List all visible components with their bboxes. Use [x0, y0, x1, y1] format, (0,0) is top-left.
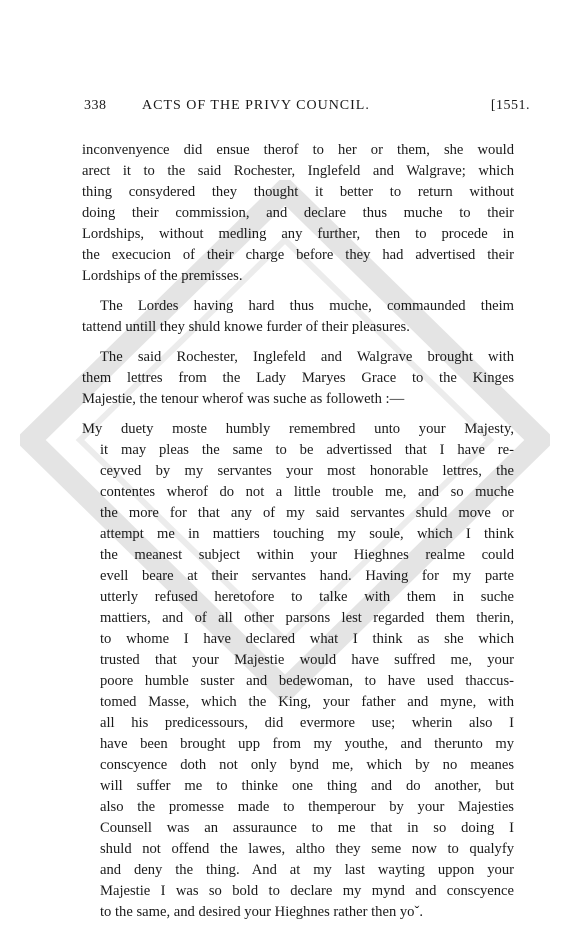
- text-line: the more for that any of my said servantes shuld move or: [100, 505, 514, 521]
- text-line: all his predicessours, did evermore use; wherin also I: [100, 715, 514, 731]
- text-line: Lordships, without medling any further, then to procede in: [82, 226, 514, 242]
- text-line: The said Rochester, Inglefeld and Walgrave brought with: [100, 349, 514, 365]
- text-line: conscyence doth not only bynd me, which by no meanes: [100, 757, 514, 773]
- text-line: also the promesse made to themperour by your Majesties: [100, 799, 514, 815]
- running-header: [84, 98, 530, 118]
- year-marker: [1551.: [490, 98, 530, 113]
- text-line: the execucion of their charge before they had advertised their: [82, 247, 514, 263]
- text-line: tattend untill they shuld knowe furder of their pleasures.: [82, 319, 410, 335]
- text-line: it may pleas the same to be advertissed that I have re-: [100, 442, 514, 458]
- text-line: the meanest subject within your Hieghnes realme could: [100, 547, 514, 563]
- running-title: ACTS OF THE PRIVY COUNCIL.: [142, 98, 370, 113]
- text-line: ceyved by my servantes your most honorable lettres, the: [100, 463, 514, 479]
- text-line: inconvenyence did ensue therof to her or them, she would: [82, 142, 514, 158]
- text-line: My duety moste humbly remembred unto your Majesty,: [82, 421, 514, 437]
- text-line: tomed Masse, which the King, your father and myne, with: [100, 694, 514, 710]
- text-line: The Lordes having hard thus muche, commaunded theim: [100, 298, 514, 314]
- text-line: thing consydered they thought it better to return without: [82, 184, 514, 200]
- text-line: Majestie I was so bold to declare my mynd and conscyence: [100, 883, 514, 899]
- text-line: utterly refused heretofore to talke with them in suche: [100, 589, 514, 605]
- text-line: arect it to the said Rochester, Inglefeld and Walgrave; which: [82, 163, 514, 179]
- text-line: will suffer me to thinke one thing and do another, but: [100, 778, 514, 794]
- text-line: Lordships of the premisses.: [82, 268, 243, 284]
- page-number: 338: [84, 98, 107, 113]
- text-line: contentes wherof do not a little trouble me, and so muche: [100, 484, 514, 500]
- text-line: attempt me in mattiers touching my soule, which I think: [100, 526, 514, 542]
- text-line: and deny the thing. And at my last wayting uppon your: [100, 862, 514, 878]
- text-line: doing their commission, and declare thus muche to their: [82, 205, 514, 221]
- text-line: them lettres from the Lady Maryes Grace to the Kinges: [82, 370, 514, 386]
- text-line: Counsell was an assuraunce to me that in so doing I: [100, 820, 514, 836]
- text-line: to the same, and desired your Hieghnes rather then yoˇ.: [100, 904, 423, 920]
- text-line: trusted that your Majestie would have suffred me, your: [100, 652, 514, 668]
- letter-quote: [82, 419, 514, 923]
- text-line: to whome I have declared what I think as she which: [100, 631, 514, 647]
- text-line: have been brought upp from my youthe, and therunto my: [100, 736, 514, 752]
- text-line: poore humble suster and bedewoman, to have used thaccus-: [100, 673, 514, 689]
- text-line: evell beare at their servantes hand. Having for my parte: [100, 568, 514, 584]
- text-line: shuld not offend the lawes, altho they seme now to qualyfy: [100, 841, 514, 857]
- text-line: Majestie, the tenour wherof was suche as followeth :—: [82, 391, 405, 407]
- text-line: mattiers, and of all other parsons lest regarded them therin,: [100, 610, 514, 626]
